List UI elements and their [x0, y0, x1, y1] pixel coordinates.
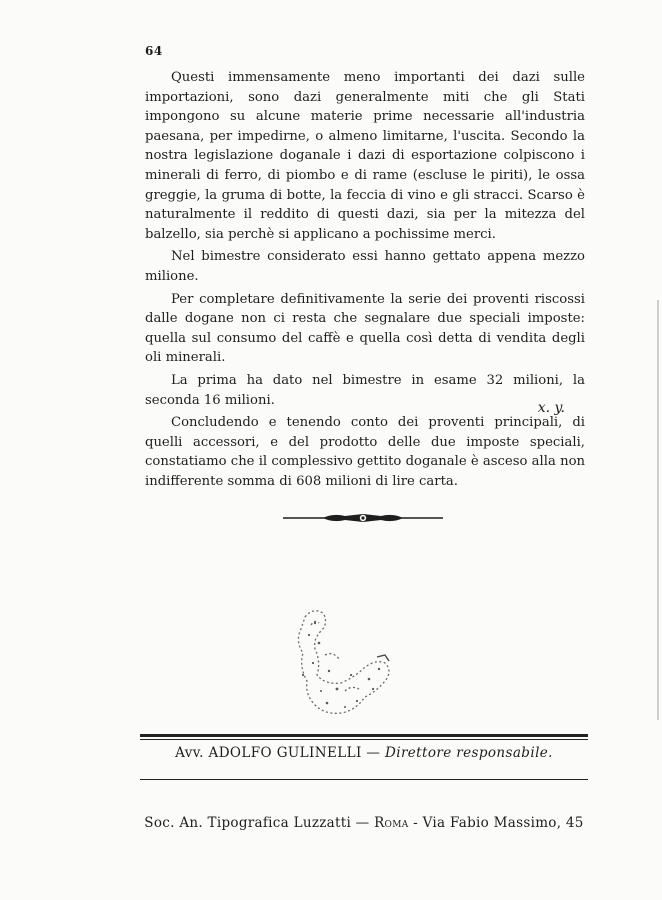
paragraph: Questi immensamente meno importanti dei dazi sulle importazioni, sono dazi generalmente miti che gli Stati impongono su alcune materie prime necessarie all'industria paesana, per impedirne, o almeno limitarne, l'uscita. Secondo la nostra legislazione doganale i dazi di esportazione colpiscono i minerali di ferro, di piombo e di rame (escluse le piriti), le ossa greggie, la gruma di botte, la feccia di vino e gli stracci. Scarso è naturalmente il reddito di questi dazi, sia per la mitezza del balzello, sia perchè si applicano a pochissime merci. [145, 70, 585, 242]
editor-dash: — [366, 745, 381, 761]
paragraph: La prima ha dato nel bimestre in esame 32 milioni, la seconda 16 milioni. [145, 372, 585, 408]
footer-middle-rule [140, 779, 588, 780]
paragraph: Nel bimestre considerato essi hanno gettato appena mezzo milione. [145, 249, 585, 284]
footer-top-rule-thin [140, 739, 588, 740]
editor-name: Avv. ADOLFO GULINELLI [175, 745, 362, 761]
page-edge-shadow [657, 300, 659, 720]
printer-address: - Via Fabio Massimo, 45 [413, 815, 584, 831]
printer-company: Soc. An. Tipografica Luzzatti — [144, 815, 370, 831]
ornament-divider-icon [283, 510, 443, 526]
paragraph: Concludendo e tenendo conto dei proventi principali, di quelli accessori, e del prodotto delle due imposte speciali, constatiamo che il complessivo gettito doganale è asceso alla non indifferente somma di 608 milioni di lire carta. [145, 415, 585, 489]
editor-credit [140, 745, 588, 761]
paragraph: Per completare definitivamente la serie dei proventi riscossi dalle dogane non ci resta che segnalare due speciali imposte: quella sul consumo del caffè e quella così detta di vendita degli oli minerali. [145, 291, 585, 366]
footer-top-rule [140, 734, 588, 737]
editor-role: Direttore responsabile. [385, 745, 553, 761]
printer-credit [140, 815, 588, 831]
page-number: 64 [145, 44, 163, 58]
printer-city: Roma [374, 815, 409, 831]
article-body [145, 68, 585, 494]
library-stamp-icon [285, 605, 405, 720]
author-initials: x. y. [537, 400, 565, 416]
